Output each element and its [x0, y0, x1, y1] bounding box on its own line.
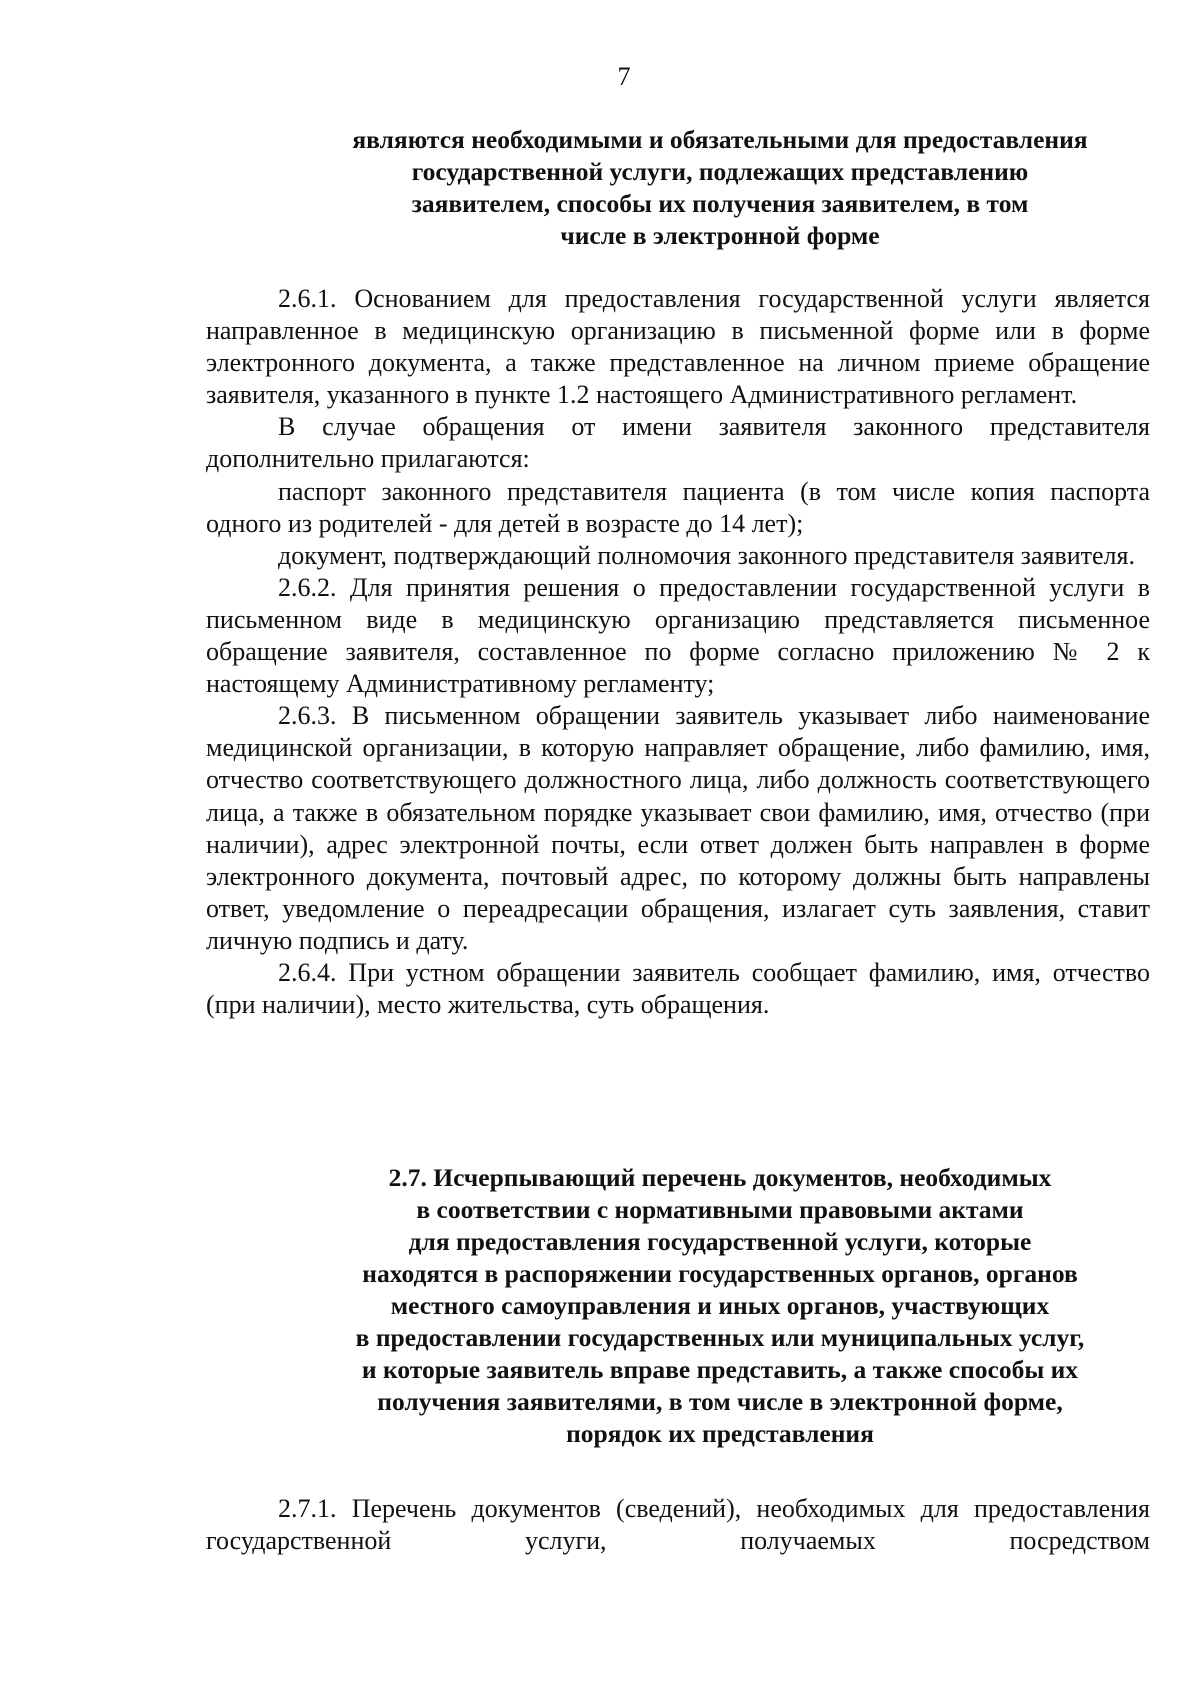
body-text-section-2-7	[206, 1493, 1150, 1557]
heading-line: и которые заявитель вправе представить, а также способы их	[361, 1355, 1079, 1384]
paragraph-2-6-1: 2.6.1. Основанием для предоставления государственной услуги является направленное в медицинскую организацию в письменной форме или в форме электронного документа, а также представленное на личном приеме обращение заявителя, указанного в пункте 1.2 настоящего Административного регламент.	[206, 284, 1150, 410]
body-text-section-2-6	[206, 283, 1150, 1021]
paragraph-2-6-4: 2.6.4. При устном обращении заявитель сообщает фамилию, имя, отчество (при наличии), место жительства, суть обращения.	[206, 957, 1150, 1020]
heading-line: числе в электронной форме	[560, 221, 880, 250]
paragraph-2-7-1: 2.7.1. Перечень документов (сведений), необходимых для предоставления государственной услуги, получаемых посредством	[206, 1494, 1150, 1556]
paragraph-2-6-3: 2.6.3. В письменном обращении заявитель указывает либо наименование медицинской организации, в которую направляет обращение, либо фамилию, имя, отчество соответствующего должностного лица, либо должность соответствующего лица, а также в обязательном порядке указывает свои фамилию, имя, отчество (при наличии), адрес электронной почты, если ответ должен быть направлен в форме электронного документа, почтовый адрес, по которому должны быть направлены ответ, уведомление о переадресации обращения, излагает суть заявления, ставит личную подпись и дату.	[206, 701, 1150, 955]
heading-line: находятся в распоряжении государственных органов, органов	[362, 1259, 1078, 1288]
paragraph-authority-document: документ, подтверждающий полномочия законного представителя заявителя.	[278, 540, 1135, 570]
heading-line: порядок их представления	[566, 1419, 874, 1448]
heading-line: получения заявителями, в том числе в электронной форме,	[377, 1387, 1063, 1416]
paragraph-representative: В случае обращения от имени заявителя законного представителя дополнительно прилагаются:	[206, 412, 1150, 474]
heading-line: являются необходимыми и обязательными для предоставления	[352, 125, 1088, 154]
subsection-heading	[290, 124, 1150, 252]
heading-line: местного самоуправления и иных органов, участвующих	[390, 1291, 1050, 1320]
heading-line: заявителем, способы их получения заявителем, в том	[411, 189, 1029, 218]
heading-line: для предоставления государственной услуги, которые	[408, 1227, 1032, 1256]
section-heading-2-7	[290, 1162, 1150, 1450]
heading-line: государственной услуги, подлежащих представлению	[411, 157, 1029, 186]
heading-line: 2.7. Исчерпывающий перечень документов, необходимых	[388, 1163, 1052, 1192]
heading-line: в предоставлении государственных или муниципальных услуг,	[355, 1323, 1085, 1352]
paragraph-2-6-2: 2.6.2. Для принятия решения о предоставлении государственной услуги в письменном виде в медицинскую организацию представляется письменное обращение заявителя, составленное по форме согласно приложению № 2 к настоящему Административному регламенту;	[206, 572, 1150, 699]
paragraph-passport: паспорт законного представителя пациента (в том числе копия паспорта одного из родителей - для детей в возрасте до 14 лет);	[206, 476, 1150, 538]
page-number: 7	[617, 62, 631, 91]
heading-line: в соответствии с нормативными правовыми актами	[416, 1195, 1024, 1224]
